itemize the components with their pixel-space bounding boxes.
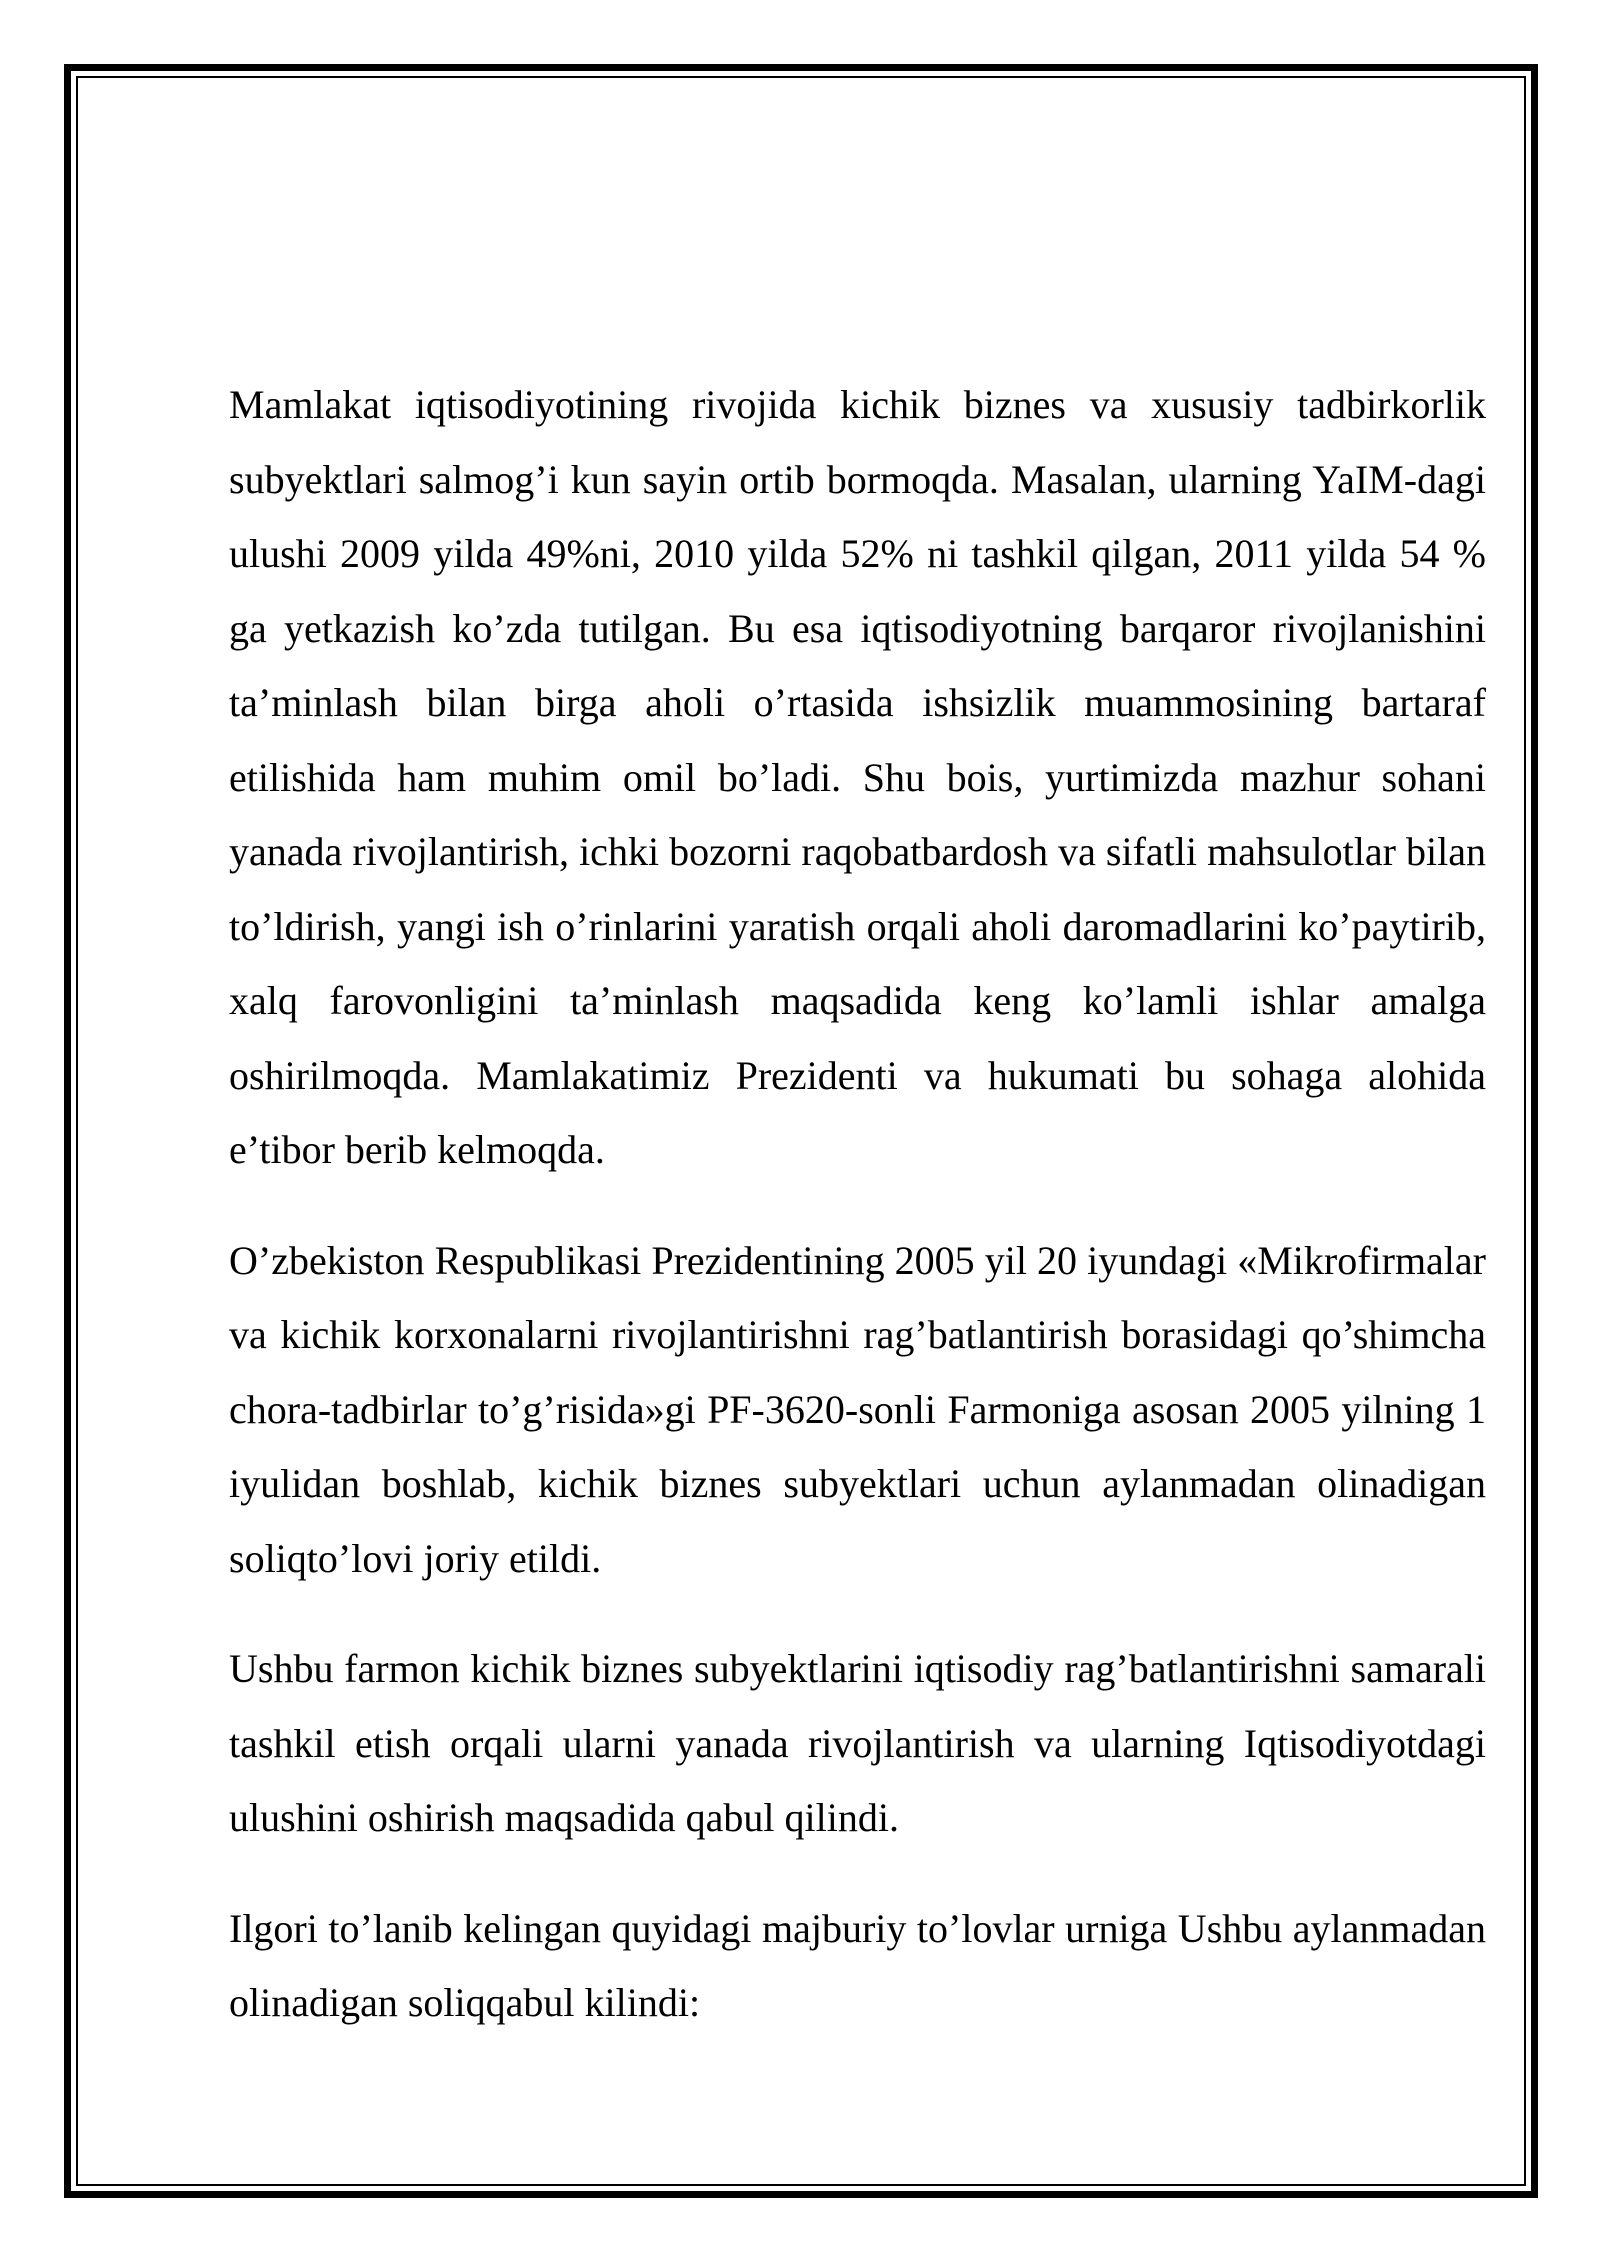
paragraph-1: Mamlakat iqtisodiyotining rivojida kichik biznes va xususiy tadbirkorlik subyektlari salmog’i kun sayin ortib bormoqda. Masalan, ularning YaIM-dagi ulushi 2009 yilda 49%ni, 2010 yilda 52% ni tashkil qilgan, 2011 yilda 54 % ga yetkazish ko’zda tutilgan. Bu esa iqtisodiyotning barqaror rivojlanishini ta’minlash bilan birga aholi o’rtasida ishsizlik muammosining bartaraf etilishida ham muhim omil bo’ladi. Shu bois, yurtimizda mazhur sohani yanada rivojlantirish, ichki bozorni raqobatbardosh va sifatli mahsulotlar bilan to’ldirish, yangi ish o’rinlarini yaratish orqali aholi daromadlarini ko’paytirib, xalq farovonligini ta’minlash maqsadida keng ko’lamli ishlar amalga oshirilmoqda. Mamlakatimiz Prezidenti va hukumati bu sohaga alohida e’tibor berib kelmoqda. xyxy=(229,382,1486,1172)
paragraph-2: O’zbekiston Respublikasi Prezidentining 2005 yil 20 iyundagi «Mikrofirmalar va kichik korxonalarni rivojlantirishni rag’batlantirish borasidagi qo’shimcha chora-tadbirlar to’g’risida»gi PF-3620-sonli Farmoniga asosan 2005 yilning 1 iyulidan boshlab, kichik biznes subyektlari uchun aylanmadan olinadigan soliqto’lovi joriy etildi. xyxy=(229,1237,1486,1581)
paragraph-3: Ushbu farmon kichik biznes subyektlarini iqtisodiy rag’batlantirishni samarali tashkil etish orqali ularni yanada rivojlantirish va ularning Iqtisodiyotdagi ulushini oshirish maqsadida qabul qilindi. xyxy=(229,1646,1486,1840)
document-body xyxy=(229,368,1486,2077)
paragraph-4: Ilgori to’lanib kelingan quyidagi majburiy to’lovlar urniga Ushbu aylanmadan olinadigan soliqqabul kilindi: xyxy=(229,1905,1486,2025)
